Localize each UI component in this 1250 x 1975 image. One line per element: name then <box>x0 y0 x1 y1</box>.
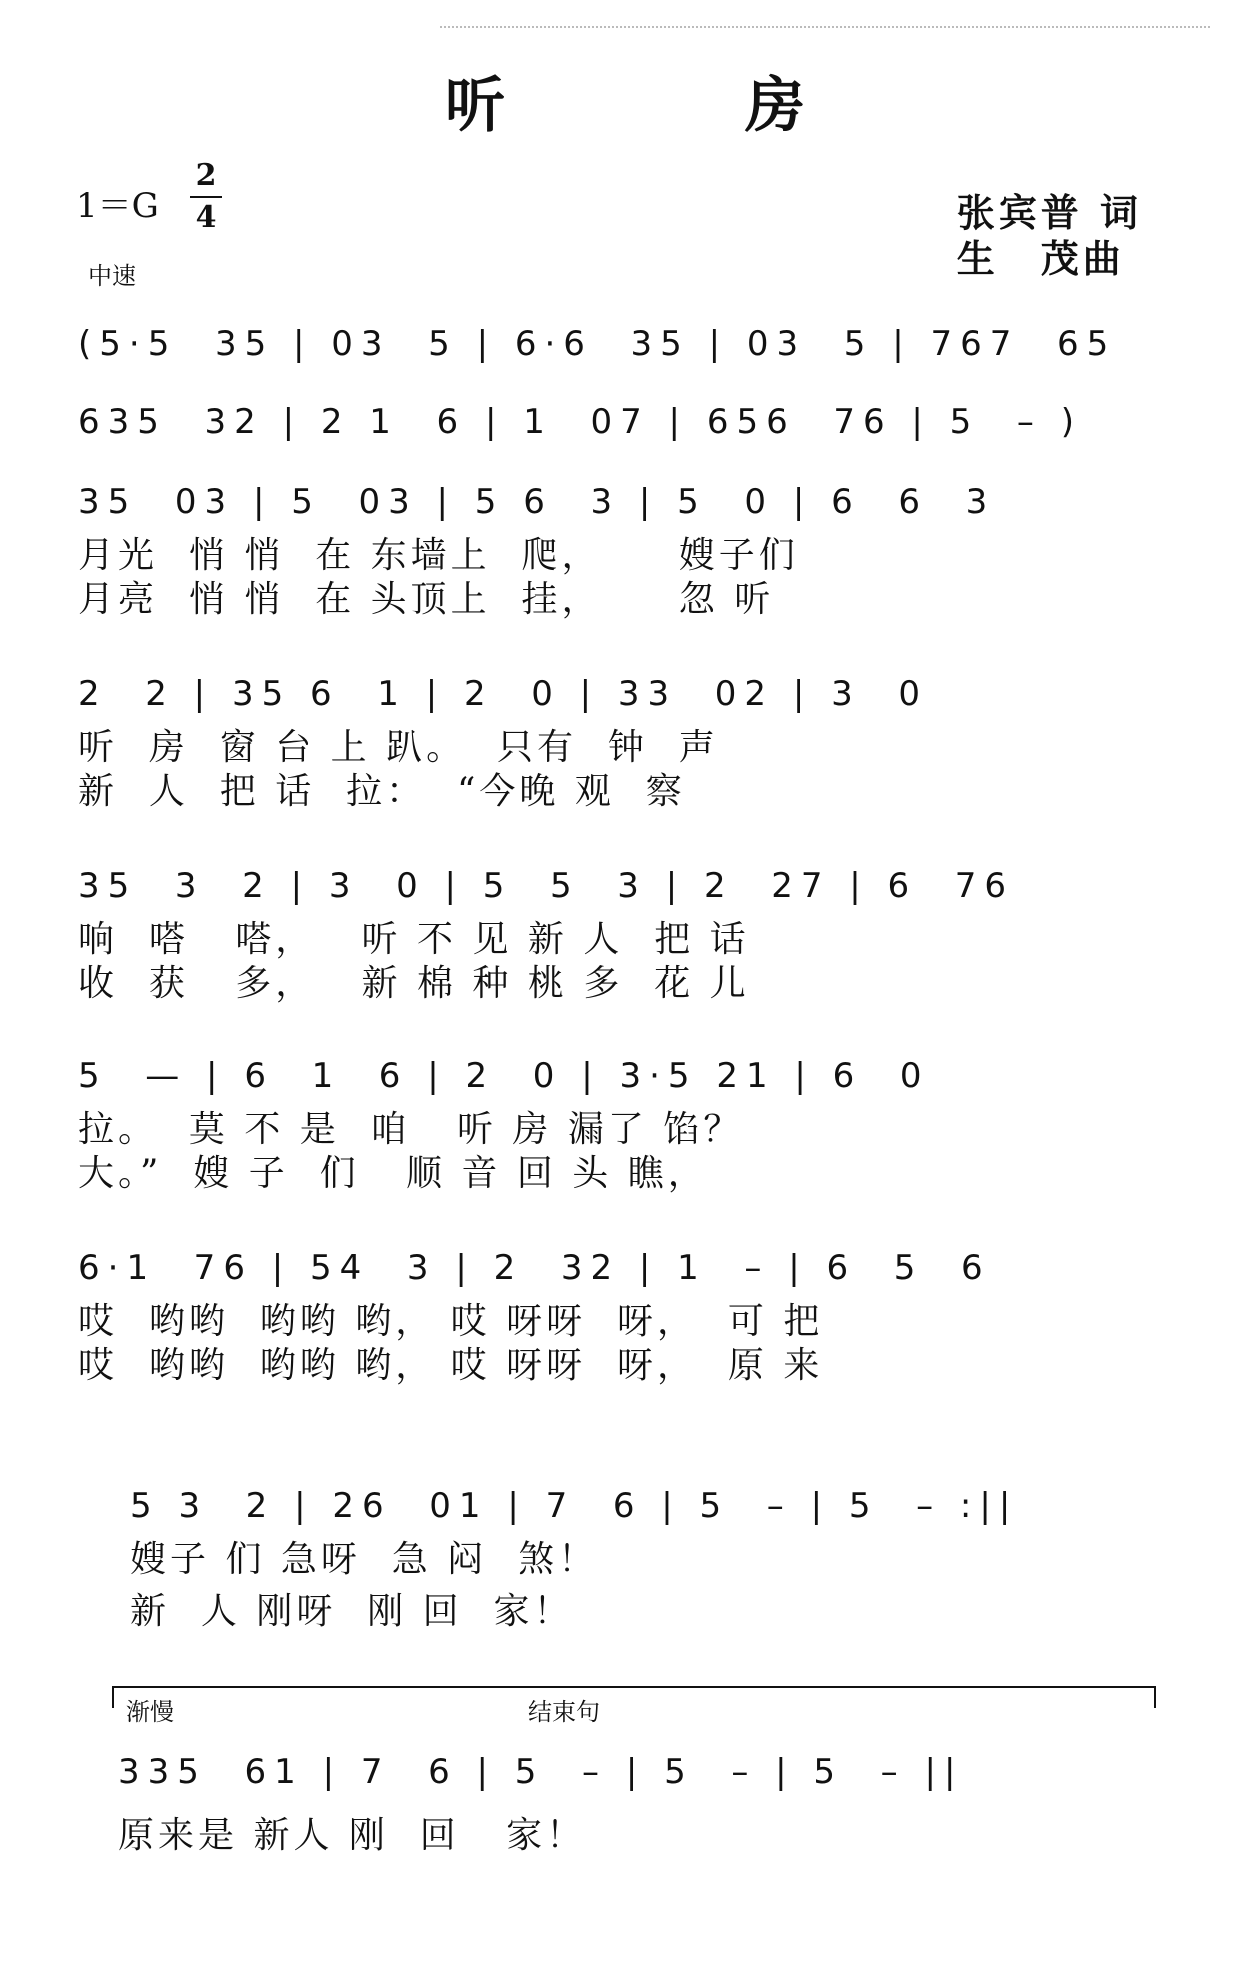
top-rule <box>440 26 1210 28</box>
notation-line: 6·1 76 | 54 3 | 2 32 | 1 – | 6 5 6 <box>78 1248 991 1288</box>
lyric-verse-2: 收 获 多， 新 棉 种 桃 多 花 儿 <box>78 963 750 1004</box>
notation-line: (5·5 35 | 03 5 | 6·6 35 | 03 5 | 767 65 <box>78 324 1117 364</box>
composer-credit: 生 茂曲 <box>956 237 1125 281</box>
notation-line: 2 2 | 35 6 1 | 2 0 | 33 02 | 3 0 <box>78 674 929 714</box>
credits <box>957 190 1142 282</box>
meter-bottom: 4 <box>195 200 217 235</box>
tempo-marking: 中速 <box>88 262 136 290</box>
lyric-verse-2: 大。” 嫂 子 们 顺 音 回 头 瞧， <box>78 1153 708 1194</box>
lyric-verse-1: 月光 悄 悄 在 东墙上 爬， 嫂子们 <box>78 535 799 576</box>
notation-line: 5 3 2 | 26 01 | 7 6 | 5 – | 5 – :|| <box>130 1486 1019 1526</box>
notation-line: 335 61 | 7 6 | 5 – | 5 – | 5 – || <box>118 1752 964 1792</box>
notation-line: 35 03 | 5 03 | 5 6 3 | 5 0 | 6 6 3 <box>78 482 996 522</box>
time-signature <box>186 156 226 238</box>
lyric-verse-2: 月亮 悄 悄 在 头顶上 挂， 忽 听 <box>78 579 775 620</box>
lyric-verse-1: 哎 哟哟 哟哟 哟， 哎 呀呀 呀， 可 把 <box>78 1301 824 1342</box>
lyricist-credit: 张宾普 词 <box>956 191 1142 235</box>
meter-line <box>190 196 222 198</box>
meter-top: 2 <box>195 158 217 193</box>
notation-line: 635 32 | 2 1 6 | 1 07 | 656 76 | 5 – ) <box>78 402 1082 442</box>
lyric-verse-1: 听 房 窗 台 上 趴。 只有 钟 声 <box>78 727 719 768</box>
lyric-verse-1: 拉。 莫 不 是 咱 听 房 漏了 馅？ <box>78 1109 744 1150</box>
lyric-verse-2: 新 人 把 话 拉： “今晚 观 察 <box>78 771 686 812</box>
lyric-verse-2: 哎 哟哟 哟哟 哟， 哎 呀呀 呀， 原 来 <box>78 1345 824 1386</box>
notation-line: 5 — | 6 1 6 | 2 0 | 3·5 21 | 6 0 <box>78 1056 930 1096</box>
lyric-verse-1: 原来是 新人 刚 回 家！ <box>118 1815 587 1856</box>
notation-line: 35 3 2 | 3 0 | 5 5 3 | 2 27 | 6 76 <box>78 866 1015 906</box>
lyric-verse-2: 新 人 刚呀 刚 回 家！ <box>130 1591 574 1632</box>
coda-bracket <box>112 1686 1156 1708</box>
ritardando-marking: 渐慢 <box>126 1698 174 1726</box>
key-signature: 1＝G <box>76 186 159 226</box>
song-title: 听 房 <box>445 71 895 141</box>
ending-marking: 结束句 <box>528 1698 600 1726</box>
lyric-verse-1: 嫂子 们 急呀 急 闷 煞！ <box>130 1539 599 1580</box>
lyric-verse-1: 响 嗒 嗒， 听 不 见 新 人 把 话 <box>78 919 750 960</box>
